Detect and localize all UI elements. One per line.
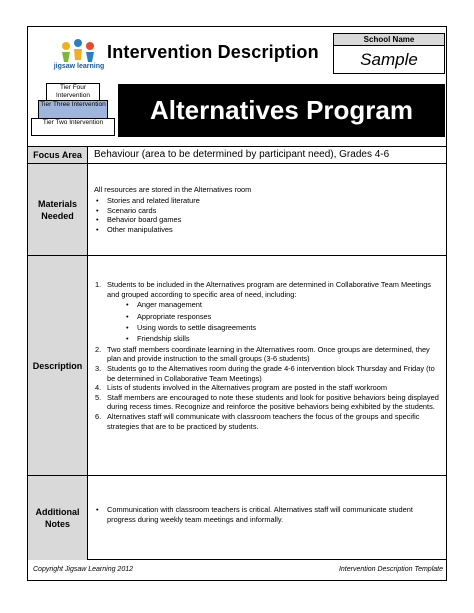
- item-text: Alternatives staff will communicate with classroom teachers the focus of the groups and specific strategies that are to be practiced by students.: [107, 411, 420, 431]
- item-text: Two staff members coordinate learning in the Alternatives room. Once groups are determined, they plan and provide instruction to the small groups (3-6 students): [107, 344, 430, 364]
- item-number: 1.: [95, 280, 102, 289]
- item-number: 2.: [95, 344, 102, 354]
- document-title: Intervention Description: [107, 42, 319, 62]
- sub-list-item: • Appropriate responses: [124, 311, 440, 322]
- materials-label: Materials Needed: [28, 164, 88, 255]
- school-name-label: School Name: [334, 34, 444, 46]
- list-item: [94, 280, 440, 345]
- intervention-table: [27, 146, 447, 560]
- tier-three-box: Tier Three Intervention: [38, 100, 108, 119]
- materials-list: [94, 196, 200, 234]
- item-number: 3.: [95, 364, 102, 373]
- materials-intro: All resources are stored in the Alternatives room: [94, 185, 252, 194]
- sub-list-item: • Using words to settle disagreements: [124, 322, 440, 333]
- list-item: [94, 393, 440, 412]
- list-item: [94, 364, 440, 383]
- logo-text: jigsaw learning: [53, 63, 105, 70]
- list-item: [94, 412, 440, 431]
- materials-content: [88, 164, 446, 255]
- description-label: Description: [28, 256, 88, 475]
- description-content: [88, 256, 446, 475]
- list-item: [94, 383, 440, 393]
- tier-four-box: Tier Four Intervention: [46, 83, 100, 101]
- footer-template-name: Intervention Description Template: [338, 566, 443, 573]
- description-list: [94, 280, 440, 431]
- sub-list: [124, 299, 440, 345]
- item-number: 6.: [95, 411, 102, 421]
- notes-list: [94, 505, 440, 524]
- item-number: 4.: [95, 383, 102, 393]
- additional-notes-row: [28, 476, 446, 560]
- item-text: Students go to the Alternatives room during the grade 4-6 intervention block Thursday and Friday (to be determined in Collaborative Team Meetings): [107, 364, 435, 383]
- footer-copyright: Copyright Jigsaw Learning 2012: [33, 566, 134, 573]
- item-text: Lists of students involved in the Alternatives program are posted in the staff workroom: [107, 383, 388, 393]
- item-text: Staff members are encouraged to note these students and look for positive behaviors being displayed during recess times. Recognize and reinforce the positive behaviors being exhibited by the students.: [107, 392, 439, 412]
- focus-area-row: [28, 147, 446, 164]
- focus-area-content: Behaviour (area to be determined by participant need), Grades 4-6: [94, 149, 390, 160]
- jigsaw-learning-logo: [52, 38, 104, 78]
- list-item: • Scenario cards: [94, 206, 200, 216]
- list-item: • Stories and related literature: [94, 196, 200, 206]
- focus-area-label: Focus Area: [28, 147, 88, 163]
- item-number: 5.: [95, 392, 102, 402]
- description-row: [28, 256, 446, 476]
- list-item: • Communication with classroom teachers is critical. Alternatives staff will communicate student progress during weekly team meetings and informally.: [94, 505, 440, 524]
- additional-notes-content: [88, 476, 446, 560]
- school-name-value: Sample: [360, 50, 418, 69]
- tier-two-box: Tier Two Intervention: [31, 118, 115, 136]
- additional-notes-label: Additional Notes: [28, 476, 88, 560]
- sub-list-item: • Anger management: [124, 299, 440, 310]
- sub-list-item: • Friendship skills: [124, 333, 440, 344]
- program-title-banner: Alternatives Program: [118, 84, 445, 137]
- school-name-box: [333, 33, 445, 74]
- list-item: • Other manipulatives: [94, 225, 200, 235]
- list-item: • Behavior board games: [94, 215, 200, 225]
- list-item: [94, 345, 440, 364]
- materials-row: [28, 164, 446, 256]
- item-text: Students to be included in the Alternatives program are determined in Collaborative Team Meetings and grouped according to specific area of need, including:: [107, 280, 432, 299]
